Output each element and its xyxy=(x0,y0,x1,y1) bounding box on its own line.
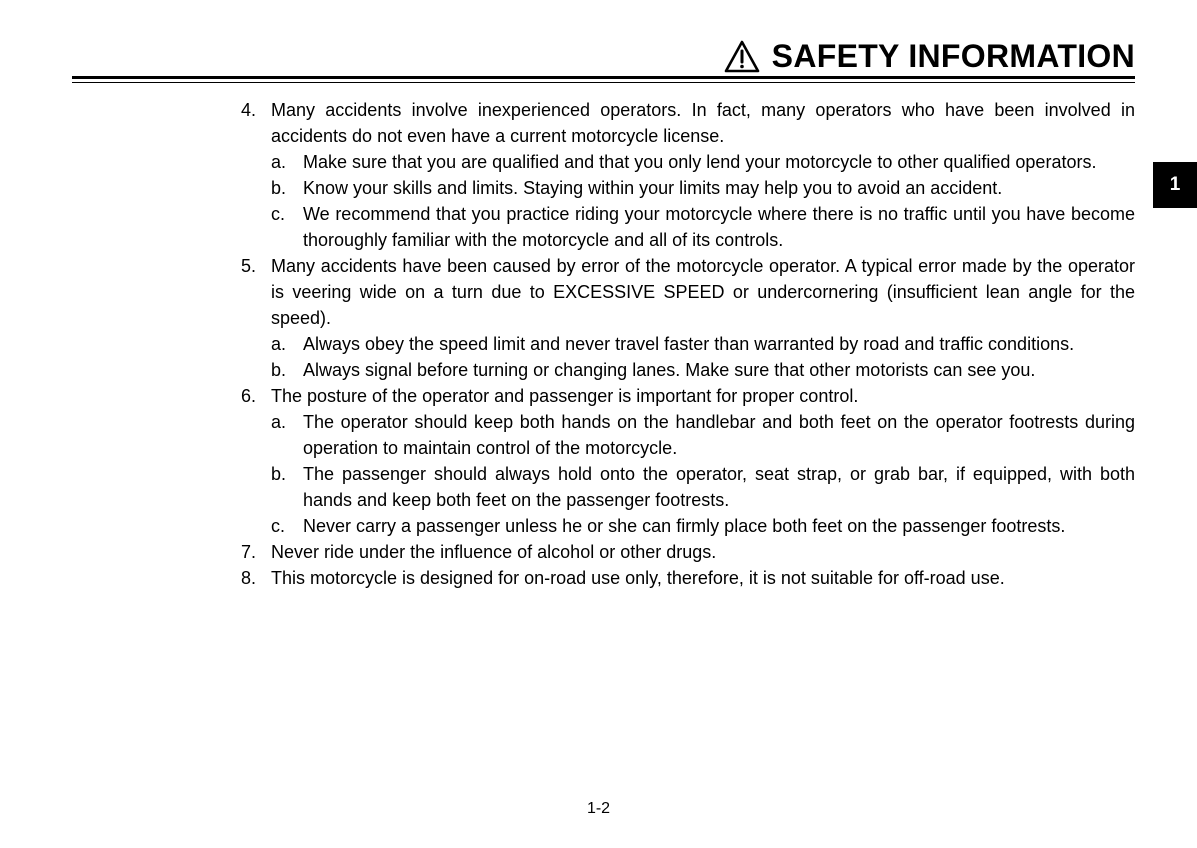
page-header xyxy=(724,38,1135,75)
sub-item-text: Always signal before turning or changing lanes. Make sure that other motorists can see you. xyxy=(303,360,1036,380)
sub-item xyxy=(271,461,1135,513)
sub-item xyxy=(271,331,1135,357)
item-number: 8. xyxy=(241,568,257,588)
item-text: Many accidents have been caused by error of the motorcycle operator. A typical error made by the operator is veering wide on a turn due to EXCESSIVE SPEED or undercornering (insufficient lean angle for the speed). xyxy=(271,256,1135,328)
item-number: 4. xyxy=(241,100,257,120)
sub-item xyxy=(271,175,1135,201)
sub-item-letter: c. xyxy=(271,516,286,536)
sub-item-text: Know your skills and limits. Staying within your limits may help you to avoid an accident. xyxy=(303,178,1003,198)
item-text: Many accidents involve inexperienced operators. In fact, many operators who have been involved in accidents do not even have a current motorcycle license. xyxy=(271,100,1135,146)
item-text: Never ride under the influence of alcohol or other drugs. xyxy=(271,542,717,562)
item-text: The posture of the operator and passenger is important for proper control. xyxy=(271,386,859,406)
page-number: 1-2 xyxy=(586,800,611,817)
sub-item-letter: a. xyxy=(271,334,287,354)
sub-item-text: Make sure that you are qualified and that you only lend your motorcycle to other qualified operators. xyxy=(303,152,1097,172)
safety-list xyxy=(241,97,1135,591)
header-rule-thick xyxy=(72,76,1135,79)
header-rule-thin xyxy=(72,82,1135,83)
list-item xyxy=(241,539,1135,565)
sub-item-letter: b. xyxy=(271,464,287,484)
sub-item-letter: a. xyxy=(271,412,287,432)
sub-item xyxy=(271,357,1135,383)
sub-item-text: Never carry a passenger unless he or she can firmly place both feet on the passenger footrests. xyxy=(303,516,1066,536)
sub-item-letter: a. xyxy=(271,152,287,172)
item-number: 6. xyxy=(241,386,257,406)
list-item xyxy=(241,383,1135,409)
sub-item-text: We recommend that you practice riding your motorcycle where there is no traffic until you have become thoroughly familiar with the motorcycle and all of its controls. xyxy=(303,204,1135,250)
sub-item-text: Always obey the speed limit and never travel faster than warranted by road and traffic conditions. xyxy=(303,334,1075,354)
item-number: 5. xyxy=(241,256,257,276)
list-item xyxy=(241,565,1135,591)
sub-item-text: The operator should keep both hands on the handlebar and both feet on the operator footrests during operation to maintain control of the motorcycle. xyxy=(303,412,1135,458)
sub-item xyxy=(271,149,1135,175)
list-item xyxy=(241,253,1135,331)
sub-item-letter: b. xyxy=(271,360,287,380)
warning-triangle-icon xyxy=(724,39,760,75)
item-text: This motorcycle is designed for on-road use only, therefore, it is not suitable for off-road use. xyxy=(271,568,1005,588)
sub-item-letter: b. xyxy=(271,178,287,198)
item-number: 7. xyxy=(241,542,257,562)
sub-item xyxy=(271,201,1135,253)
sub-item xyxy=(271,513,1135,539)
chapter-tab xyxy=(1153,162,1197,208)
chapter-tab-label: 1 xyxy=(1169,174,1181,195)
page-title: SAFETY INFORMATION xyxy=(771,38,1135,74)
sub-item-text: The passenger should always hold onto the operator, seat strap, or grab bar, if equipped, with both hands and keep both feet on the passenger footrests. xyxy=(303,464,1135,510)
sub-item-letter: c. xyxy=(271,204,286,224)
list-item xyxy=(241,97,1135,149)
sub-item xyxy=(271,409,1135,461)
